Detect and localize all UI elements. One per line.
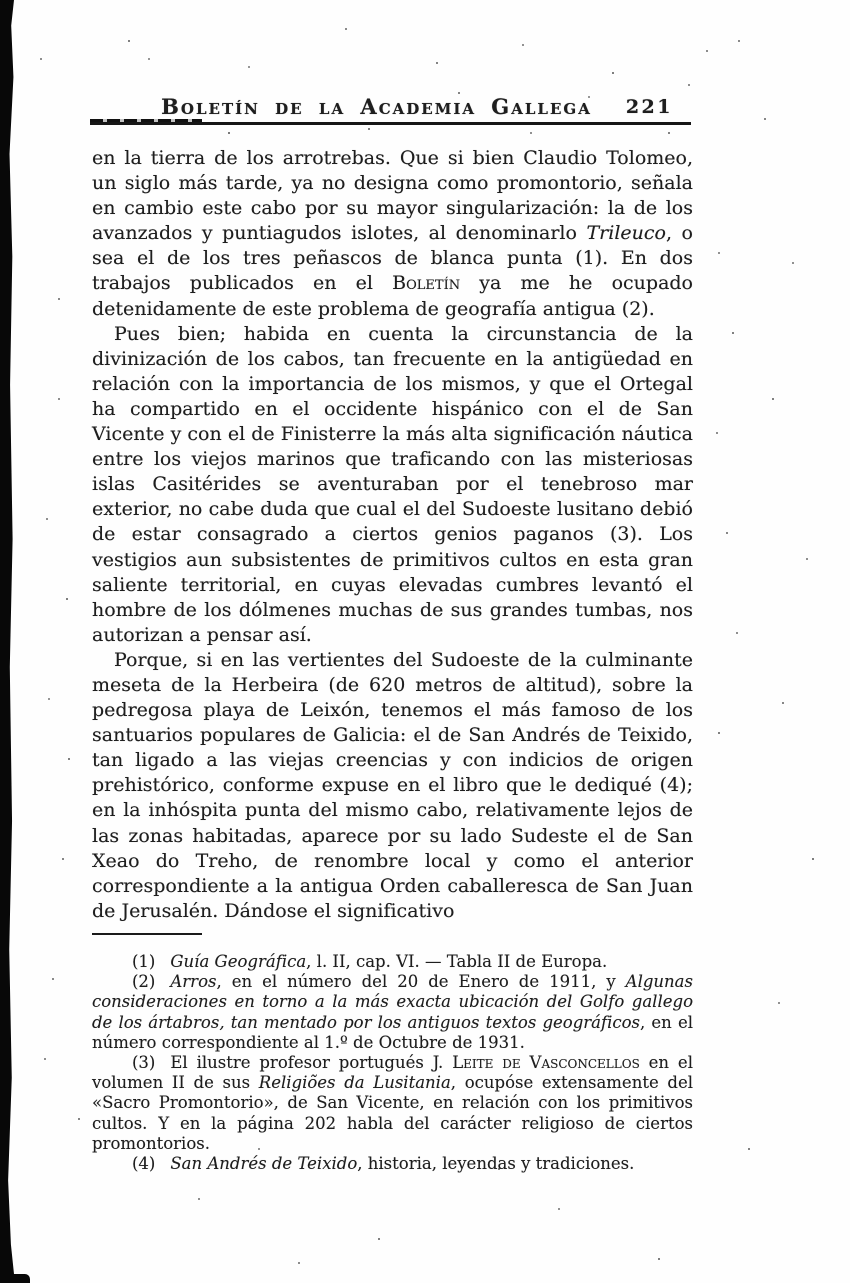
paragraph-2-text: Pues bien; habida en cuenta la circunstancia de la divinización de los cabos, tan frecuente en la antigüedad en relación con la importancia de los mismos, y que el Ortegal ha compartido en el occidente hispánico con el de San Vicente y con el de Finisterre la más alta significación náutica entre los viejos marinos que traficando con las misteriosas islas Casitérides se aventuraban por el tenebroso mar exterior, no cabe duda que cual el del Sudoeste lusitano debió de estar consagrado a ciertos genios paganos (3). Los vestigios aun subsistentes de primitivos cultos en esta gran saliente territorial, en cuyas elevadas cumbres levantó el hombre de los dólmenes muchas de sus grandes tumbas, nos autorizan a pensar así. xyxy=(92,322,693,646)
footnote-3 xyxy=(92,1053,693,1154)
footnote-4-title-italic: San Andrés de Teixido xyxy=(170,1153,358,1173)
page-content xyxy=(92,0,693,1174)
header-rule xyxy=(90,122,691,125)
footnote-1-title-italic: Guía Geográfica xyxy=(170,951,307,971)
footnotes xyxy=(92,952,693,1174)
footnote-1-number: (1) xyxy=(132,951,156,971)
footnote-3-text: en el volumen II de sus xyxy=(92,1052,693,1093)
paragraph-1-text: , o sea el de los tres peñascos de blanca punta (1). En dos trabajos publicados en el xyxy=(92,222,693,295)
scan-left-edge-foot xyxy=(0,1274,30,1283)
running-header xyxy=(92,0,693,124)
paragraph-2 xyxy=(92,322,693,648)
page-number: 221 xyxy=(625,96,673,118)
paragraph-1-text: en la tierra de los arrotrebas. Que si bien Claudio Tolomeo, un siglo más tarde, ya no designa como promontorio, señala en cambio este cabo por su mayor singularización: la de los avanzados y puntiagudos islotes, al denominarlo xyxy=(92,147,693,245)
paragraph-3-text: Porque, si en las vertientes del Sudoeste de la culminante meseta de la Herbeira (de 620 metros de altitud), sobre la pedregosa playa de Leixón, tenemos el más famoso de los santuarios populares de Galicia: el de San Andrés de Teixido, tan ligado a las viejas creencias y con indicios de origen prehistórico, conforme expuse en el libro que le dediqué (4); en la inhóspita punta del mismo cabo, relativamente lejos de las zonas habitadas, aparece por su lado Sudeste el de San Xeao do Treho, de renombre local y como el anterior correspondiente a la antigua Orden caballeresca de San Juan de Jerusalén. Dándose el significativo xyxy=(92,648,693,922)
footnote-1 xyxy=(92,952,693,972)
footnote-2-title2-italic: Algunas consideraciones en torno a la más exacta ubicación del Golfo gallego de los ártabros, tan mentado por los antiguos textos geográficos xyxy=(92,972,693,1032)
paragraph-1-text: ya me he ocupado detenidamente de este problema de geografía antigua (2). xyxy=(92,272,693,320)
scan-noise xyxy=(0,0,2,2)
footnote-3-title-italic: Religiões da Lusitania xyxy=(258,1073,451,1093)
journal-title: Boletín de la Academia Gallega xyxy=(161,94,592,119)
footnote-separator xyxy=(92,933,202,935)
paragraph-1-italic-trileuco: Trileuco xyxy=(586,222,666,245)
footnote-4 xyxy=(92,1154,693,1174)
footnote-3-text: , ocupóse extensamente del «Sacro Promontorio», de San Vicente, en relación con los primitivos cultos. Y en la página 202 habla del carácter religioso de ciertos promontorios. xyxy=(92,1073,693,1153)
footnote-3-number: (3) xyxy=(132,1052,156,1072)
paragraph-1 xyxy=(92,146,693,322)
footnote-4-text: , historia, leyendas y tradiciones. xyxy=(357,1153,635,1173)
footnote-4-number: (4) xyxy=(132,1153,156,1173)
paragraph-1-smallcaps-boletin: Boletín xyxy=(392,272,461,295)
body-text xyxy=(92,146,693,924)
footnote-2-number: (2) xyxy=(132,972,156,992)
footnote-3-text: El ilustre profesor portugués J. xyxy=(170,1052,453,1072)
paragraph-3 xyxy=(92,648,693,924)
footnote-2 xyxy=(92,972,693,1053)
footnote-1-text: , l. II, cap. VI. — Tabla II de Europa. xyxy=(306,951,608,971)
footnote-2-text: , en el número correspondiente al 1.º de Octubre de 1931. xyxy=(92,1012,693,1052)
footnote-3-author-smallcaps: Leite de Vasconcellos xyxy=(452,1052,640,1072)
footnote-2-text: , en el número del 20 de Enero de 1911, y xyxy=(216,972,626,992)
scan-left-edge xyxy=(0,0,14,1283)
footnote-2-title-italic: Arros xyxy=(170,972,217,992)
